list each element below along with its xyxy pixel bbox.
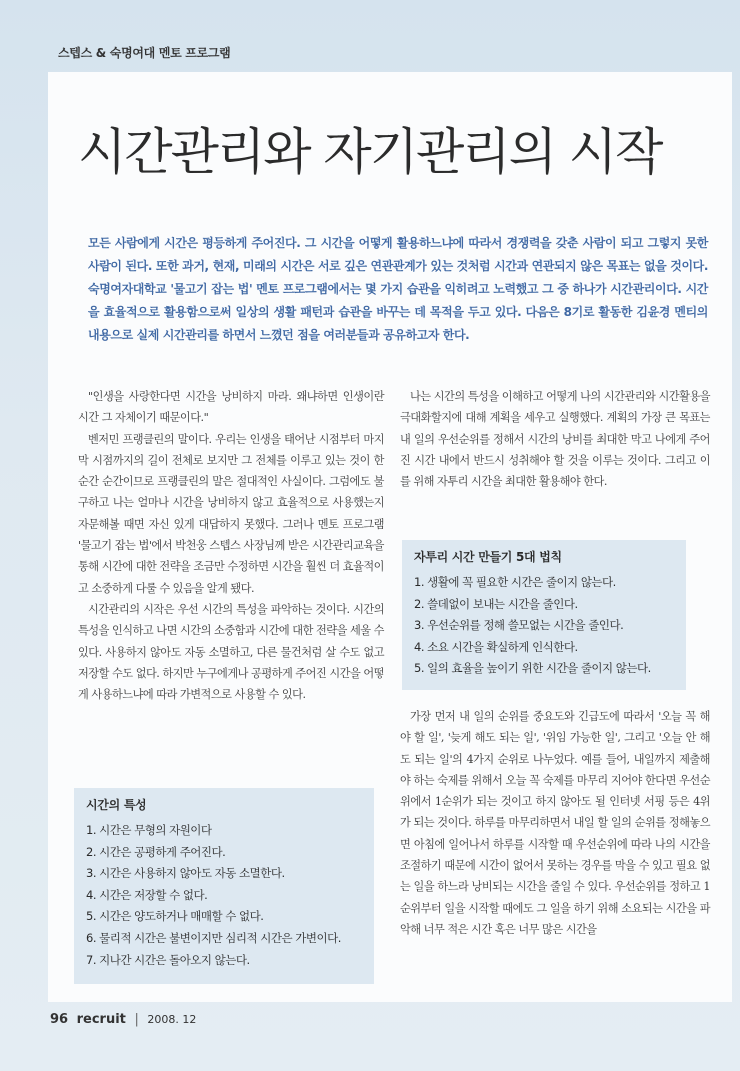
paragraph: 시간관리의 시작은 우선 시간의 특성을 파악하는 것이다. 시간의 특성을 인식하고 나면 시간의 소중함과 시간에 대한 전략을 세울 수 있다. 사용하지 않아도 자동 소멸하고, 다른 물건처럼 살 수도 없고 저장할 수도 없다. 하지만 누구에게나 공평하게 주어진 시간을 어떻게 사용하느냐에 따라 가변적으로 사용할 수 있다. (78, 602, 384, 702)
paragraph: 나는 시간의 특성을 이해하고 어떻게 나의 시간관리와 시간활용을 극대화할지에 대해 계획을 세우고 실행했다. 계획의 가장 큰 목표는 내 일의 우선순위를 정해서 시간의 낭비를 최대한 막고 나에게 주어진 시간 내에서 반드시 성취해야 할 것을 이루는 것이다. 그리고 이를 위해 자투리 시간을 최대한 활용해야 한다. (400, 390, 710, 489)
page-number: 96 (50, 1012, 69, 1027)
issue-date: 2008. 12 (147, 1013, 197, 1026)
page-footer (50, 1012, 196, 1027)
list-item: 5. 일의 효율을 높이기 위한 시간을 줄이지 않는다. (414, 661, 651, 676)
article-intro: 모든 사람에게 시간은 평등하게 주어진다. 그 시간을 어떻게 활용하느냐에 따라서 경쟁력을 갖춘 사람이 되고 그렇지 못한 사람이 된다. 또한 과거, 현재, 미래의 시간은 서로 깊은 연관관계가 있는 것처럼 시간과 연관되지 않은 목표는 없을 것이다. 숙명여자대학교 '물고기 잡는 법' 멘토 프로그램에서는 몇 가지 습관을 익히려고 노력했고 그 중 하나가 시간관리이다. 시간을 효율적으로 활용함으로써 일상의 생활 패턴과 습관을 바꾸는 데 목적을 두고 있다. 다음은 8기로 활동한 김윤경 멘티의 내용으로 실제 시간관리를 하면서 느꼈던 점을 여러분들과 공유하고자 한다. (88, 236, 708, 342)
right-column-bottom (400, 706, 710, 940)
list-item: 5. 시간은 양도하거나 매매할 수 없다. (86, 909, 264, 924)
list-item: 3. 시간은 사용하지 않아도 자동 소멸한다. (86, 866, 285, 881)
spare-time-rules-box (402, 540, 686, 690)
list-item: 2. 쓸데없이 보내는 시간을 줄인다. (414, 596, 578, 611)
paragraph: "인생을 사랑한다면 시간을 낭비하지 마라. 왜냐하면 인생이란 시간 그 자체이기 때문이다." (78, 390, 384, 425)
time-characteristics-list (86, 820, 362, 971)
footer-separator: | (134, 1012, 139, 1027)
paragraph: 가장 먼저 내 일의 순위를 중요도와 긴급도에 따라서 '오늘 꼭 해야 할 일', '늦게 해도 되는 일', '위임 가능한 일', 그리고 '오늘 안 해도 되는 일'의 4가지 순위로 나누었다. 예를 들어, 내일까지 제출해야 하는 숙제를 위해서 오늘 꼭 숙제를 마무리 지어야 한다면 우선순위에서 1순위가 되는 것이고 하지 않아도 될 인터넷 서핑 등은 4위가 되는 것이다. 하루를 마무리하면서 내일 할 일의 순위를 정해놓으면 아침에 일어나서 하루를 시작할 때 우선순위에 따라 나의 시간을 조절하기 때문에 시간이 없어서 못하는 경우를 막을 수 있고 필요 없는 일을 하느라 낭비되는 시간을 줄일 수 있다. 우선순위를 정하고 1순위부터 일을 시작할 때에도 그 일을 하기 위해 소요되는 시간을 파악해 너무 적은 시간 혹은 너무 많은 시간을 (400, 710, 710, 936)
time-characteristics-box (74, 788, 374, 984)
magazine-name: recruit (76, 1012, 126, 1027)
article-title: 시간관리와 자기관리의 시작 (78, 123, 662, 181)
list-item: 2. 시간은 공평하게 주어진다. (86, 844, 226, 859)
box-heading: 시간의 특성 (86, 798, 147, 812)
list-item: 1. 시간은 무형의 자원이다 (86, 823, 212, 837)
list-item: 4. 소요 시간을 확실하게 인식한다. (414, 639, 578, 654)
section-header: 스텝스 & 숙명여대 멘토 프로그램 (58, 46, 231, 60)
right-column-top (400, 386, 710, 492)
list-item: 7. 지나간 시간은 돌아오지 않는다. (86, 952, 250, 967)
box-heading: 자투리 시간 만들기 5대 법칙 (414, 550, 562, 564)
paragraph: 벤저민 프랭클린의 말이다. 우리는 인생을 태어난 시점부터 마지막 시점까지의 길이 전체로 보지만 그 전체를 이루고 있는 것이 한 순간 순간이므로 프랭클린의 말은 절대적인 사실이다. 그럼에도 불구하고 나는 얼마나 시간을 낭비하지 않고 효율적으로 사용했는지 자문해볼 때면 자신 있게 대답하지 못했다. 그러나 멘토 프로그램 '물고기 잡는 법'에서 박천웅 스텝스 사장님께 받은 시간관리교육을 통해 시간에 대한 전략을 조금만 수정하면 시간을 훨씬 더 효율적이고 소중하게 다룰 수 있음을 알게 됐다. (78, 432, 384, 595)
list-item: 1. 생활에 꼭 필요한 시간은 줄이지 않는다. (414, 575, 616, 589)
list-item: 3. 우선순위를 정해 쓸모없는 시간을 줄인다. (414, 618, 624, 633)
spare-time-rules-list (414, 572, 674, 680)
list-item: 4. 시간은 저장할 수 없다. (86, 887, 208, 902)
list-item: 6. 물리적 시간은 불변이지만 심리적 시간은 가변이다. (86, 930, 341, 945)
left-column (78, 386, 384, 705)
